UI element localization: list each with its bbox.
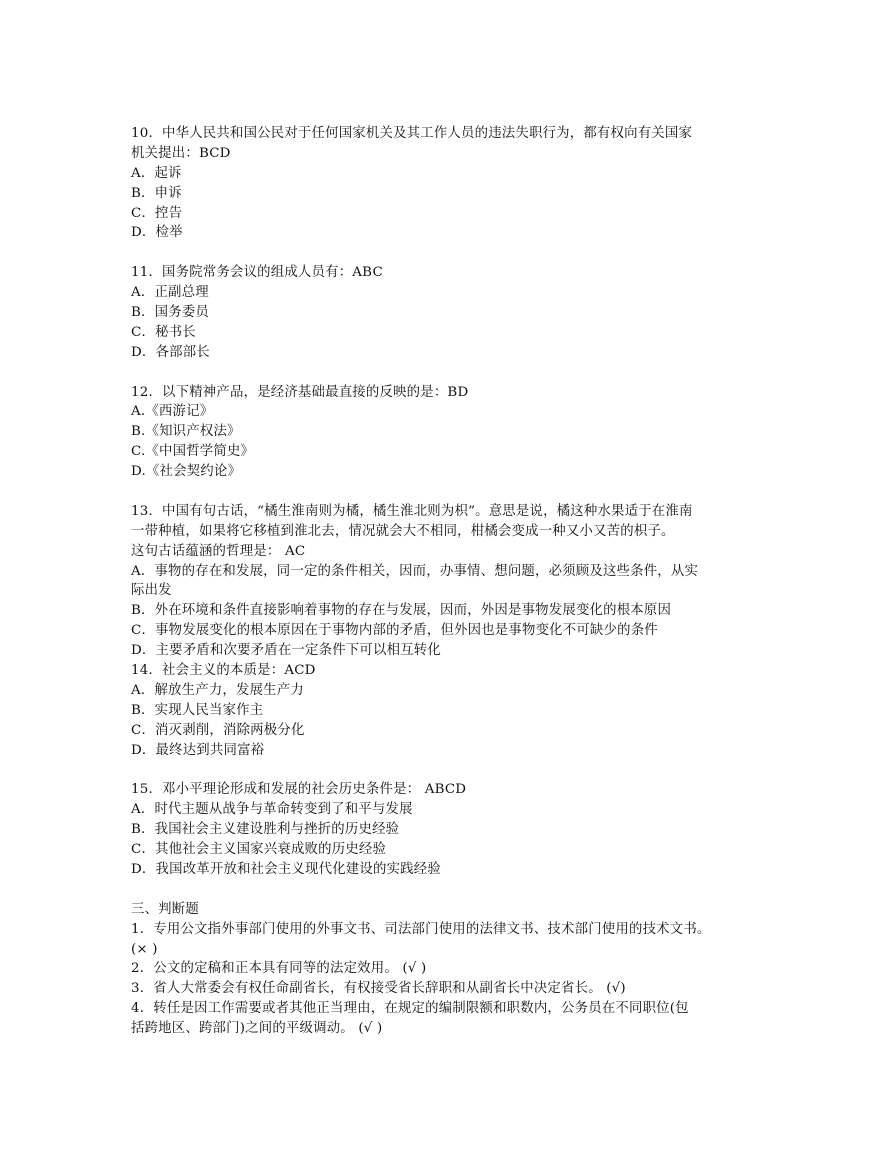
question-14	[131, 661, 771, 760]
question-15	[131, 780, 771, 879]
option-b: B.《知识产权法》	[131, 424, 241, 440]
option-b: B．外在环境和条件直接影响着事物的存在与发展，因而，外因是事物发展变化的根本原因	[131, 603, 672, 619]
option-b: B．我国社会主义建设胜利与挫折的历史经验	[131, 822, 400, 838]
question-stem: 10．中华人民共和国公民对于任何国家机关及其工作人员的违法失职行为，都有权向有关国家	[131, 126, 693, 141]
question-13	[131, 502, 771, 661]
option-d: D.《社会契约论》	[131, 464, 242, 480]
judgment-item-continued: 括跨地区、跨部门)之间的平级调动。 (√ )	[131, 1021, 383, 1037]
option-c: C.《中国哲学简史》	[131, 444, 255, 460]
option-c: C．消灭剥削，消除两极分化	[131, 722, 305, 738]
option-b: B．实现人民当家作主	[131, 702, 264, 718]
question-12	[131, 383, 771, 482]
question-stem: 15．邓小平理论形成和发展的社会历史条件是： ABCD	[131, 782, 467, 798]
judgment-item-continued: (× )	[131, 941, 158, 957]
option-d: D．主要矛盾和次要矛盾在一定条件下可以相互转化	[131, 643, 441, 659]
question-stem: 一带种植，如果将它移植到淮北去，情况就会大不相同，柑橘会变成一种又小又苦的枳子。	[131, 523, 675, 539]
spacer	[131, 482, 771, 502]
question-10	[131, 124, 771, 243]
option-d: D．检举	[131, 225, 183, 241]
judgment-item: 3．省人大常委会有权任命副省长，有权接受省长辞职和从副省长中决定省长。 (√)	[131, 981, 626, 997]
section-heading: 三、判断题	[131, 901, 199, 917]
option-a: A．时代主题从战争与革命转变到了和平与发展	[131, 802, 413, 818]
option-b: B．国务委员	[131, 305, 209, 321]
option-b: B．申诉	[131, 185, 182, 201]
question-stem: 11．国务院常务会议的组成人员有：ABC	[131, 265, 383, 281]
option-c: C．控告	[131, 205, 183, 221]
option-a: A．正副总理	[131, 285, 209, 301]
question-stem: 这句古话蕴涵的哲理是： AC	[131, 543, 306, 559]
judgment-item: 2．公文的定稿和正本具有同等的法定效用。 (√ )	[131, 961, 427, 977]
judgment-section	[131, 900, 771, 1039]
option-a: A.《西游记》	[131, 404, 214, 420]
question-stem: 13．中国有句古话，“橘生淮南则为橘，橘生淮北则为枳”。意思是说，橘这种水果适于在淮南	[131, 503, 693, 519]
judgment-item: 1．专用公文指外事部门使用的外事文书、司法部门使用的法律文书、技术部门使用的技术文书。	[131, 921, 711, 937]
option-a: A．起诉	[131, 165, 182, 181]
question-stem: 机关提出：BCD	[131, 145, 231, 161]
option-d: D．我国改革开放和社会主义现代化建设的实践经验	[131, 861, 441, 877]
spacer	[131, 880, 771, 900]
option-c: C．事物发展变化的根本原因在于事物内部的矛盾，但外因也是事物变化不可缺少的条件	[131, 623, 658, 639]
option-a: A．解放生产力，发展生产力	[131, 682, 304, 698]
judgment-item: 4．转任是因工作需要或者其他正当理由，在规定的编制限额和职数内，公务员在不同职位(包	[131, 1001, 689, 1017]
question-stem: 12．以下精神产品，是经济基础最直接的反映的是：BD	[131, 384, 469, 400]
document-page	[131, 124, 771, 1039]
option-a-continued: 际出发	[131, 583, 172, 599]
spacer	[131, 243, 771, 263]
question-11	[131, 263, 771, 362]
question-stem: 14．社会主义的本质是：ACD	[131, 663, 316, 679]
option-c: C．秘书长	[131, 324, 196, 340]
option-c: C．其他社会主义国家兴衰成败的历史经验	[131, 842, 387, 858]
option-d: D．各部部长	[131, 344, 210, 360]
spacer	[131, 363, 771, 383]
option-d: D．最终达到共同富裕	[131, 742, 265, 758]
spacer	[131, 761, 771, 781]
option-a: A．事物的存在和发展，同一定的条件相关，因而，办事情、想问题，必须顾及这些条件，从实	[131, 563, 699, 579]
